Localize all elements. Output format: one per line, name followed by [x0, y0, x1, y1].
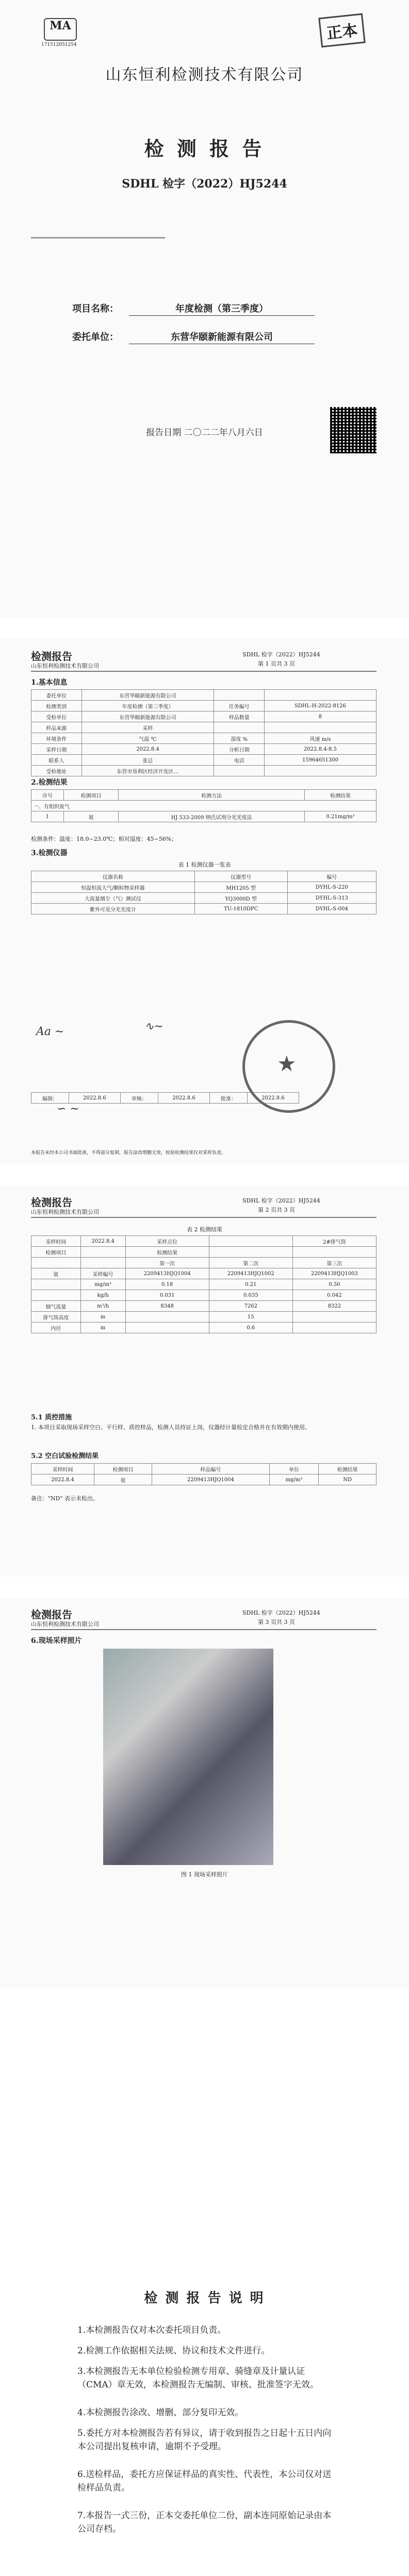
notes-item: 3.本检测报告无本单位检验检测专用章、骑缝章及计量认证（CMA）章无效，本检测报告无编制、审核、批准签字无效。	[77, 2366, 319, 2390]
info-cell: 分析日期	[214, 744, 265, 755]
qc-note: 1. 本项目采取现场采样空白、平行样、质控样品，检测人员持证上岗，仪器经计量检定合格并在有效期内使用。	[31, 1424, 310, 1431]
info-cell	[214, 690, 265, 701]
results-group-cell: 一、有组织废气	[31, 801, 377, 811]
header-report-no: SDHL 检字（2022）HJ5244	[242, 651, 320, 658]
basic-info-table	[31, 689, 377, 776]
detail-row	[31, 1236, 377, 1247]
detail-row	[31, 1268, 377, 1279]
info-cell: 年度检测（第三季度）	[81, 701, 214, 711]
results-cell: 1	[31, 811, 64, 822]
equipment-cell: DYHL-S-004	[287, 904, 376, 914]
detail-row	[31, 1258, 377, 1268]
detail-cell: 排气筒高度	[31, 1312, 81, 1323]
equipment-cell: 紫外可见分光光度计	[31, 904, 195, 914]
test-condition: 检测条件：温度：18.0~23.0℃；相对湿度：45~56%；	[31, 836, 177, 842]
info-cell: 样品来源	[31, 722, 82, 733]
detail-cell: 2209413HJQ1004	[125, 1268, 209, 1279]
detail-cell: 采样时间	[31, 1236, 81, 1247]
detail-row	[31, 1247, 377, 1258]
sign-cell: 2022.8.6	[247, 1093, 299, 1104]
info-cell: SDHL-H-2022-8126	[264, 701, 376, 711]
header-company: 山东恒利检测技术有限公司	[31, 663, 99, 669]
info-row	[31, 744, 377, 755]
results-cell: 0.21mg/m³	[304, 811, 376, 822]
detail-cell: 2#排气筒	[292, 1236, 376, 1247]
signature-approver: ∽ ∼	[57, 1103, 79, 1115]
notes-item: 6.送检样品，委托方应保证样品的真实性、代表性，本公司仅对送检样品负责。	[77, 2469, 332, 2493]
blank-head-cell: 单位	[269, 1464, 318, 1475]
header-rule	[31, 1629, 377, 1630]
equipment-cell: 大流量烟尘（气）测试仪	[31, 893, 195, 904]
results-table	[31, 789, 377, 822]
detail-cell: 内径	[31, 1323, 81, 1333]
detail-cell: 0.18	[125, 1279, 209, 1290]
detail-cell: 检测项目	[31, 1247, 81, 1258]
detail-row	[31, 1312, 377, 1323]
info-cell	[264, 766, 376, 776]
equipment-cell: 恒温恒流大气/颗粒物采样器	[31, 882, 195, 893]
results-head-cell: 检测方法	[119, 790, 305, 801]
project-underline	[129, 315, 315, 316]
info-row	[31, 722, 377, 733]
detail-cell: m	[80, 1312, 125, 1323]
inspection-seal	[242, 1020, 335, 1113]
info-row	[31, 701, 377, 711]
equipment-cell: MH1205 型	[194, 882, 287, 893]
header-company: 山东恒利检测技术有限公司	[31, 1621, 99, 1628]
info-cell: 受检地址	[31, 766, 82, 776]
blank-head-row	[31, 1464, 377, 1475]
results-head-row	[31, 790, 377, 801]
blank-cell: 2209413HJQ1004	[152, 1475, 269, 1485]
info-row	[31, 733, 377, 744]
info-cell: 东营华颐新能源有限公司	[81, 711, 214, 722]
sign-cell: 编制：	[31, 1093, 69, 1104]
detail-cell: 7262	[209, 1301, 292, 1312]
header-title: 检测报告	[31, 1608, 72, 1621]
cover-page	[0, 0, 409, 618]
detail-cell: 2022.8.4	[80, 1236, 125, 1247]
detail-cell: 2209413HJQ1002	[209, 1268, 292, 1279]
report-title: 检 测 报 告	[144, 137, 265, 160]
client-label: 委托单位：	[72, 332, 119, 343]
detail-cell: 氨	[31, 1268, 81, 1279]
detail-cell: 采样编号	[80, 1268, 125, 1279]
header-title: 检测报告	[31, 1196, 72, 1209]
section-results: 2.检测结果	[31, 778, 68, 787]
bottom-note: 本报告未经本公司书面批准，不得部分复制，报告涂改增删无效，检验检测结果仅对采样负责。	[31, 1150, 226, 1156]
equipment-table	[31, 871, 377, 914]
detail-cell: 2209413HJQ1003	[292, 1268, 376, 1279]
results-row	[31, 811, 377, 822]
results-cell: HJ 533-2009 纳氏试剂分光光度法	[119, 811, 305, 822]
signature-reviewer: ∿∼	[144, 1020, 163, 1033]
equipment-cell: YQ3000D 型	[194, 893, 287, 904]
notes-item: 7.本报告一式三份，正本交委托单位二份，副本连同原始记录由本公司存档。	[77, 2511, 332, 2534]
photo-caption: 图 1 现场采样照片	[181, 1871, 228, 1878]
detail-cell	[125, 1312, 209, 1323]
results-head-cell: 检测结果	[304, 790, 376, 801]
detail-cell	[292, 1247, 376, 1258]
info-cell: 张总	[81, 755, 214, 766]
info-cell	[264, 690, 376, 701]
detail-cell: 15	[209, 1312, 292, 1323]
info-cell: 气温 ℃	[81, 733, 214, 744]
results-group-row	[31, 801, 377, 811]
cma-logo-text: MA	[50, 19, 71, 32]
company-name: 山东恒利检测技术有限公司	[105, 66, 304, 84]
header-page: 第 1 页共 3 页	[258, 660, 295, 667]
sign-cell: 审核：	[120, 1093, 158, 1104]
detail-cell	[292, 1312, 376, 1323]
detail-cell: 8348	[125, 1301, 209, 1312]
detail-cell: 0.21	[209, 1279, 292, 1290]
project-label: 项目名称：	[72, 303, 119, 314]
blank-note: 备注："ND" 表示未检出。	[31, 1495, 99, 1502]
info-row	[31, 755, 377, 766]
detail-cell: m	[80, 1323, 125, 1333]
sampling-photo	[103, 1649, 273, 1865]
client-value: 东营华颐新能源有限公司	[171, 332, 273, 343]
blank-cell: 氨	[94, 1475, 152, 1485]
detail-cell: 第二次	[209, 1258, 292, 1268]
detail-cell	[31, 1279, 81, 1290]
detail-cell	[80, 1247, 125, 1258]
header-report-no: SDHL 检字（2022）HJ5244	[242, 1609, 320, 1616]
results-head-cell: 序号	[31, 790, 64, 801]
detail-cell	[209, 1247, 292, 1258]
section-blank: 5.2 空白试验检测结果	[31, 1452, 99, 1460]
header-page: 第 2 页共 3 页	[258, 1207, 295, 1213]
info-cell: 东营华颐新能源有限公司	[81, 690, 214, 701]
notes-item: 1.本检测报告仅对本次委托项目负责。	[77, 2325, 226, 2335]
detail-row	[31, 1301, 377, 1312]
section-qc: 5.1 质控措施	[31, 1414, 72, 1421]
detail-cell: 8322	[292, 1301, 376, 1312]
blank-head-cell: 采样时间	[31, 1464, 94, 1475]
detail-row	[31, 1279, 377, 1290]
info-cell: 受检单位	[31, 711, 82, 722]
results-cell: 氨	[63, 811, 118, 822]
blank-cell: 2022.8.4	[31, 1475, 94, 1485]
original-stamp-text: 正本	[325, 21, 359, 43]
detail-cell: 采样点位	[125, 1236, 209, 1247]
header-rule	[31, 671, 377, 672]
project-value: 年度检测（第三季度）	[175, 303, 268, 314]
equipment-head-cell: 仪器名称	[31, 871, 195, 882]
blank-table	[31, 1463, 377, 1485]
notes-item: 2.检测工作依据相关法规、协议和技术文件进行。	[77, 2346, 270, 2356]
notes-item: 4.本检测报告涂改、增删、部分复印无效。	[77, 2408, 244, 2418]
detail-row	[31, 1323, 377, 1333]
sign-cell: 批准：	[209, 1093, 247, 1104]
header-company: 山东恒利检测技术有限公司	[31, 1209, 99, 1215]
info-cell: 2022.8.4	[81, 744, 214, 755]
equipment-row	[31, 893, 377, 904]
detail-cell: 第一次	[125, 1258, 209, 1268]
header-report-no: SDHL 检字（2022）HJ5244	[242, 1197, 320, 1204]
cover-divider	[31, 237, 165, 239]
detail-cell	[209, 1236, 292, 1247]
detail-cell: 0.50	[292, 1279, 376, 1290]
cma-logo	[44, 18, 77, 41]
info-row	[31, 711, 377, 722]
equipment-head-row	[31, 871, 377, 882]
report-number: SDHL 检字（2022）HJ5244	[122, 177, 287, 191]
info-cell: 委托单位	[31, 690, 82, 701]
report-page-1	[0, 639, 409, 1164]
detail-cell	[31, 1258, 81, 1268]
info-row	[31, 690, 377, 701]
info-cell: 8	[264, 711, 376, 722]
detail-cell	[125, 1323, 209, 1333]
header-rule	[31, 1217, 377, 1218]
section-equipment: 3.检测仪器	[31, 849, 68, 857]
blank-row	[31, 1475, 377, 1485]
detail-cell: 0.035	[209, 1290, 292, 1301]
equipment-row	[31, 904, 377, 914]
section-basic-info: 1.基本信息	[31, 679, 68, 687]
blank-cell: mg/m³	[269, 1475, 318, 1485]
info-cell: 任务编号	[214, 701, 265, 711]
detail-cell: 0.042	[292, 1290, 376, 1301]
cma-code: 171512051254	[41, 42, 77, 47]
equipment-head-cell: 仪器型号	[194, 871, 287, 882]
report-page-3	[0, 1597, 409, 1989]
info-cell	[264, 722, 376, 733]
sign-cell: 2022.8.6	[158, 1093, 209, 1104]
detail-cell: 第三次	[292, 1258, 376, 1268]
detail-results-table	[31, 1235, 377, 1333]
notes-title: 检 测 报 告 说 明	[144, 2291, 265, 2306]
section-photos: 6.现场采样照片	[31, 1637, 82, 1645]
detail-cell: 检测结果	[125, 1247, 209, 1258]
info-cell: 15964651300	[264, 755, 376, 766]
signature-editor: Aa ∼	[36, 1025, 64, 1038]
equipment-caption: 表 1 检测仪器一览表	[178, 861, 231, 868]
equipment-head-cell: 编号	[287, 871, 376, 882]
equipment-cell: DYHL-S-313	[287, 893, 376, 904]
detail-cell: m³/h	[80, 1301, 125, 1312]
info-cell: 东营市垦利区经济开发区…	[81, 766, 214, 776]
info-cell	[214, 766, 265, 776]
results-caption: 表 2 检测结果	[187, 1226, 222, 1233]
blank-cell: ND	[319, 1475, 377, 1485]
equipment-row	[31, 882, 377, 893]
equipment-cell: TU-1810DPC	[194, 904, 287, 914]
info-cell: 湿度 %	[214, 733, 265, 744]
detail-cell: mg/m³	[80, 1279, 125, 1290]
detail-cell	[31, 1290, 81, 1301]
detail-cell: kg/h	[80, 1290, 125, 1301]
info-cell: 采样	[81, 722, 214, 733]
original-stamp	[318, 13, 366, 48]
blank-head-cell: 检测结果	[319, 1464, 377, 1475]
header-title: 检测报告	[31, 650, 72, 663]
info-cell: 2022.8.4-8.5	[264, 744, 376, 755]
notes-item: 5.委托方对本检测报告若有异议，请于收到报告之日起十五日内向本公司提出复核申请，逾期不予受理。	[77, 2428, 332, 2452]
info-cell: 样品数量	[214, 711, 265, 722]
qr-code	[330, 407, 377, 453]
detail-row	[31, 1290, 377, 1301]
info-cell: 环境条件	[31, 733, 82, 744]
detail-cell: 0.6	[209, 1323, 292, 1333]
blank-head-cell: 样品编号	[152, 1464, 269, 1475]
blank-head-cell: 检测项目	[94, 1464, 152, 1475]
info-cell: 风速 m/s	[264, 733, 376, 744]
detail-cell	[80, 1258, 125, 1268]
info-cell	[214, 722, 265, 733]
report-page-2	[0, 1185, 409, 1577]
info-cell: 联系人	[31, 755, 82, 766]
detail-cell	[292, 1323, 376, 1333]
info-row	[31, 766, 377, 776]
results-head-cell: 检测项目	[63, 790, 118, 801]
inspection-seal-star: ★	[277, 1051, 297, 1076]
info-cell: 电话	[214, 755, 265, 766]
equipment-cell: DYHL-S-220	[287, 882, 376, 893]
detail-cell: 0.031	[125, 1290, 209, 1301]
detail-cell: 烟气流量	[31, 1301, 81, 1312]
report-date: 报告日期 二〇二二年八月六日	[146, 428, 263, 438]
header-page: 第 3 页共 3 页	[258, 1619, 295, 1625]
sign-cell: 2022.8.6	[69, 1093, 120, 1104]
notes-page	[0, 2009, 409, 2576]
info-cell: 采样日期	[31, 744, 82, 755]
info-cell: 检测类别	[31, 701, 82, 711]
